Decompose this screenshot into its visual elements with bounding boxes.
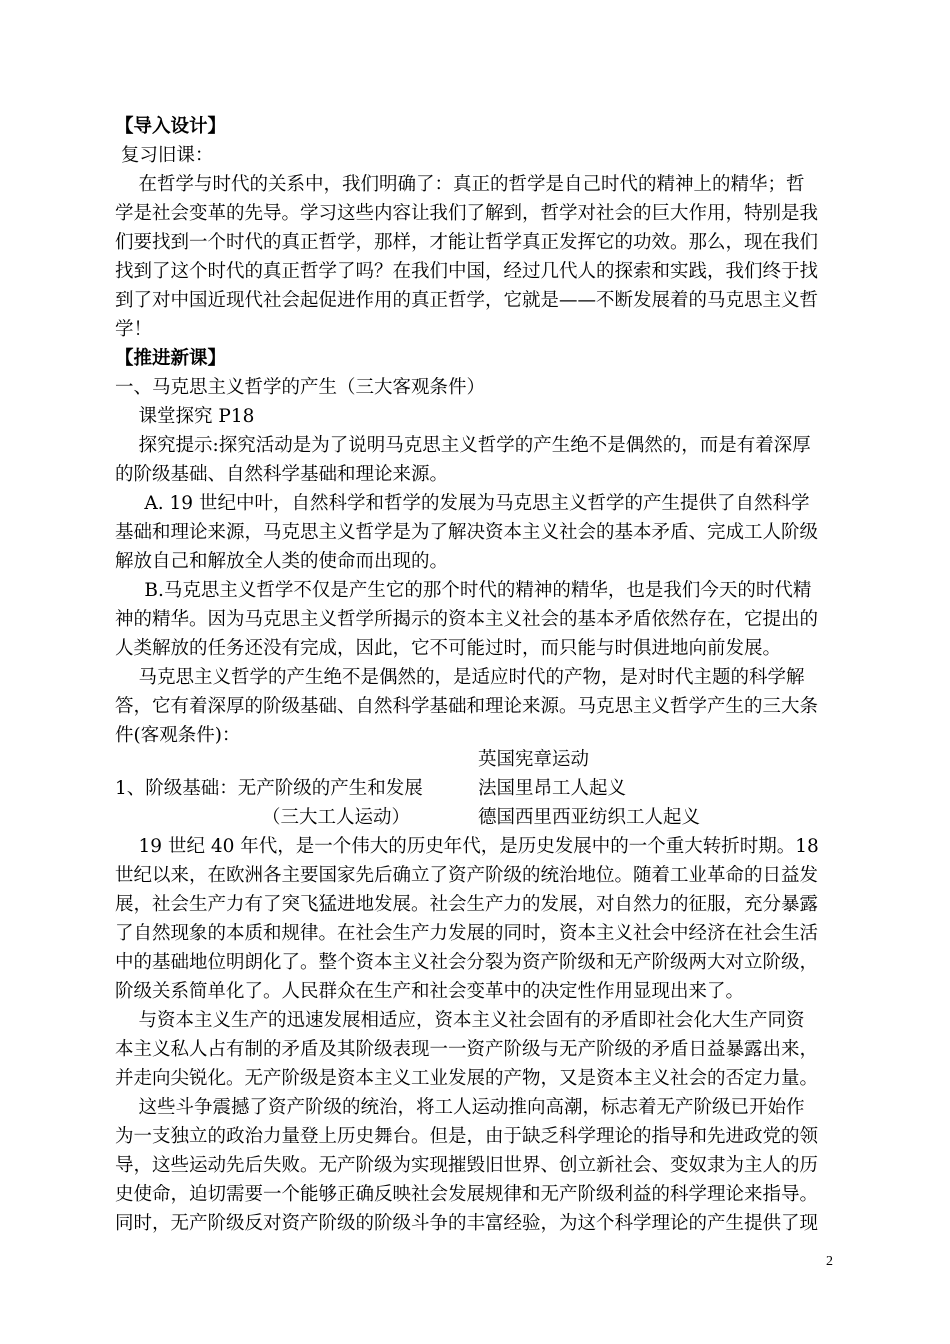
movement-item: 德国西里西亚纺织工人起义 — [478, 807, 701, 828]
paragraph-line: 阶级关系简单化了。人民群众在生产和社会变革中的决定性作用显现出来了。 — [115, 981, 745, 1002]
review-label: 复习旧课： — [115, 145, 214, 166]
paragraph-line: 件(客观条件)： — [115, 725, 241, 746]
paragraph-line: 探究提示:探究活动是为了说明马克思主义哲学的产生绝不是偶然的，而是有着深厚 — [115, 435, 811, 456]
movement-item: 法国里昂工人起义 — [478, 778, 627, 799]
paragraph-line: 19 世纪 40 年代，是一个伟大的历史年代，是历史发展中的一个重大转折时期。18 — [115, 836, 819, 857]
paragraph-line: A. 19 世纪中叶，自然科学和哲学的发展为马克思主义哲学的产生提供了自然科学 — [115, 493, 810, 514]
paragraph-line: 神的精华。因为马克思主义哲学所揭示的资本主义社会的基本矛盾依然存在，它提出的 — [115, 609, 819, 630]
class-basis-label: 1、阶级基础：无产阶级的产生和发展 — [115, 778, 423, 799]
paragraph-line: B.马克思主义哲学不仅是产生它的那个时代的精神的精华，也是我们今天的时代精 — [115, 580, 812, 601]
paragraph-line: 基础和理论来源，马克思主义哲学是为了解决资本主义社会的基本矛盾、完成工人阶级 — [115, 522, 819, 543]
paragraph-line: 世纪以来，在欧洲各主要国家先后确立了资产阶级的统治地位。随着工业革命的日益发 — [115, 865, 819, 886]
paragraph-line: 并走向尖锐化。无产阶级是资本主义工业发展的产物，又是资本主义社会的否定力量。 — [115, 1068, 819, 1089]
intro-heading: 【导入设计】 — [115, 116, 227, 137]
class-basis-sub-label: （三大工人运动） — [262, 807, 411, 828]
paragraph-line: 马克思主义哲学的产生绝不是偶然的，是适应时代的产物，是对时代主题的科学解 — [115, 667, 805, 688]
section-title: 一、马克思主义哲学的产生（三大客观条件） — [115, 377, 486, 398]
paragraph-line: 与资本主义生产的迅速发展相适应，资本主义社会固有的矛盾即社会化大生产同资 — [115, 1010, 805, 1031]
paragraph-line: 学！ — [115, 319, 153, 340]
paragraph-line: 人类解放的任务还没有完成，因此，它不可能过时，而只能与时俱进地向前发展。 — [115, 638, 782, 659]
paragraph-line: 导，这些运动先后失败。无产阶级为实现摧毁旧世界、创立新社会、变奴隶为主人的历 — [115, 1155, 819, 1176]
paragraph-line: 到了对中国近现代社会起促进作用的真正哲学，它就是——不断发展着的马克思主义哲 — [115, 290, 819, 311]
paragraph-line: 学是社会变革的先导。学习这些内容让我们了解到，哲学对社会的巨大作用，特别是我 — [115, 203, 819, 224]
paragraph-line: 解放自己和解放全人类的使命而出现的。 — [115, 551, 449, 572]
explore-title: 课堂探究 P18 — [115, 406, 255, 427]
paragraph-line: 本主义私人占有制的矛盾及其阶级表现一一资产阶级与无产阶级的矛盾日益暴露出来， — [115, 1039, 819, 1060]
paragraph-line: 同时，无产阶级反对资产阶级的阶级斗争的丰富经验，为这个科学理论的产生提供了现 — [115, 1213, 819, 1234]
paragraph-line: 展，社会生产力有了突飞猛进地发展。社会生产力的发展，对自然力的征服，充分暴露 — [115, 894, 819, 915]
paragraph-line: 在哲学与时代的关系中，我们明确了：真正的哲学是自己时代的精神上的精华；哲 — [115, 174, 805, 195]
paragraph-line: 答，它有着深厚的阶级基础、自然科学基础和理论来源。马克思主义哲学产生的三大条 — [115, 696, 819, 717]
page-number: 2 — [826, 1254, 833, 1269]
new-lesson-heading: 【推进新课】 — [115, 348, 227, 369]
paragraph-line: 这些斗争震撼了资产阶级的统治，将工人运动推向高潮，标志着无产阶级已开始作 — [115, 1097, 805, 1118]
paragraph-line: 为一支独立的政治力量登上历史舞台。但是，由于缺乏科学理论的指导和先进政党的领 — [115, 1126, 819, 1147]
paragraph-line: 找到了这个时代的真正哲学了吗？在我们中国，经过几代人的探索和实践，我们终于找 — [115, 261, 819, 282]
paragraph-line: 的阶级基础、自然科学基础和理论来源。 — [115, 464, 449, 485]
paragraph-line: 们要找到一个时代的真正哲学，那样，才能让哲学真正发挥它的功效。那么，现在我们 — [115, 232, 819, 253]
paragraph-line: 史使命，迫切需要一个能够正确反映社会发展规律和无产阶级利益的科学理论来指导。 — [115, 1184, 819, 1205]
movement-item: 英国宪章运动 — [478, 749, 590, 770]
paragraph-line: 了自然现象的本质和规律。在社会生产力发展的同时，资本主义社会中经济在社会生活 — [115, 923, 819, 944]
paragraph-line: 中的基础地位明朗化了。整个资本主义社会分裂为资产阶级和无产阶级两大对立阶级， — [115, 952, 819, 973]
